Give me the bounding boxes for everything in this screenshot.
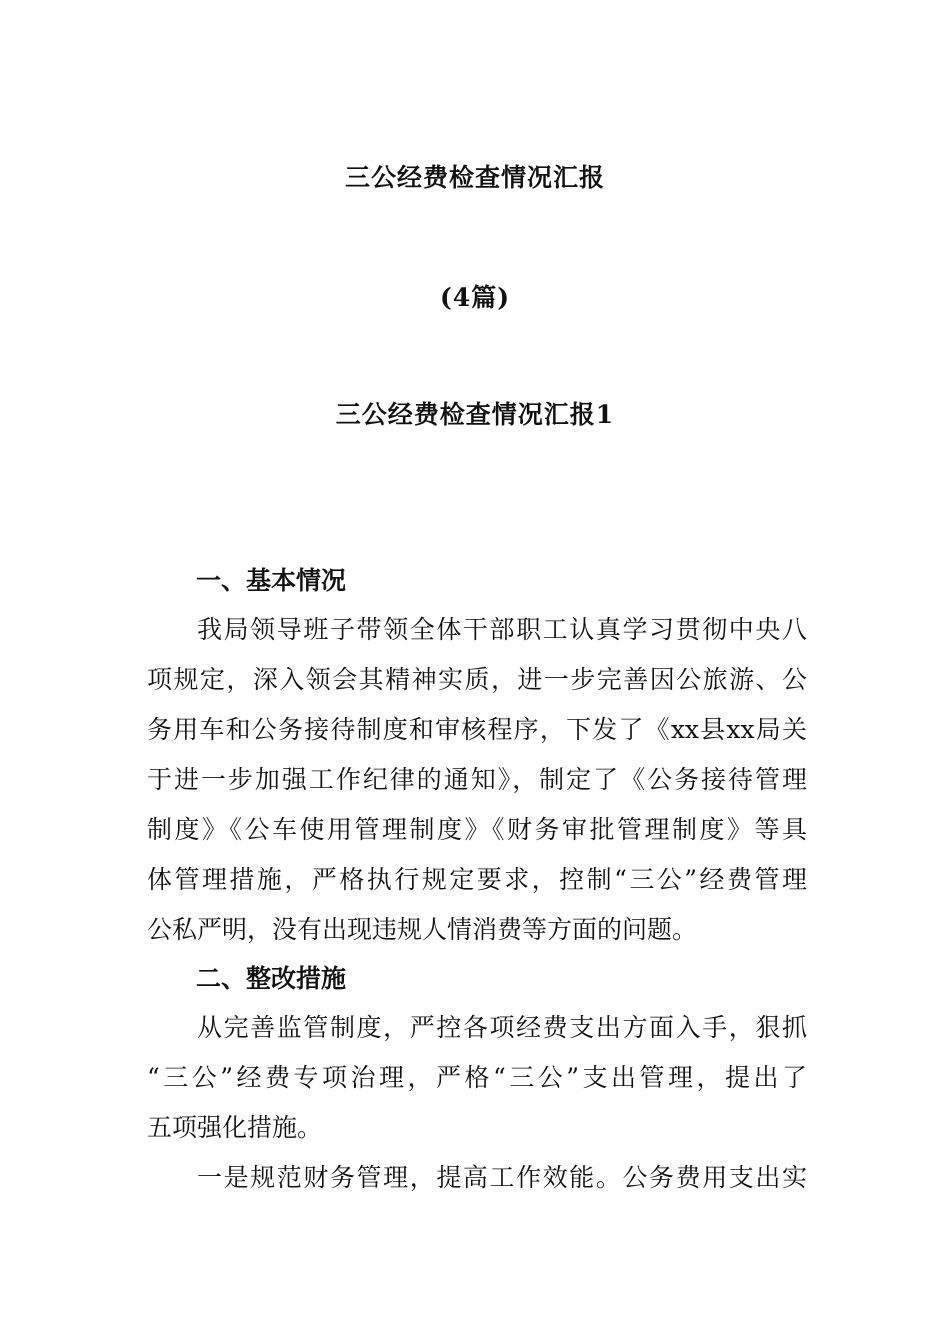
paragraph-line: 五项强化措施。 — [147, 1113, 323, 1142]
paragraph-line: 一是规范财务管理，提高工作效能。公务费用支出实 — [197, 1163, 807, 1192]
paragraph-line: 从完善监管制度，严控各项经费支出方面入手，狠抓 — [197, 1013, 807, 1042]
paragraph-measure-one — [147, 1153, 807, 1203]
paragraph-line: 制度》《公车使用管理制度》《财务审批管理制度》等具 — [147, 815, 807, 844]
paragraph-line: “三公”经费专项治理，严格“三公”支出管理，提出了 — [147, 1063, 807, 1092]
document-title: 三公经费检查情况汇报 — [344, 163, 605, 192]
paragraph-line: 于进一步加强工作纪律的通知》，制定了《公务接待管理 — [147, 765, 807, 794]
document-subtitle: (4篇) — [439, 283, 511, 312]
paragraph-line: 我局领导班子带领全体干部职工认真学习贯彻中央八 — [197, 615, 807, 644]
paragraph-rectification — [147, 1003, 807, 1153]
section-title: 三公经费检查情况汇报1 — [335, 400, 615, 429]
paragraph-line: 体管理措施，严格执行规定要求，控制“三公”经费管理 — [147, 865, 807, 894]
paragraph-line: 项规定，深入领会其精神实质，进一步完善因公旅游、公 — [147, 665, 807, 694]
paragraph-line: 务用车和公务接待制度和审核程序，下发了《xx县xx局关 — [147, 715, 807, 744]
heading-basic-situation: 一、基本情况 — [196, 566, 347, 595]
heading-rectification-measures: 二、整改措施 — [196, 964, 347, 993]
paragraph-basic-situation — [147, 605, 807, 955]
paragraph-line: 公私严明，没有出现违规人情消费等方面的问题。 — [147, 915, 698, 944]
